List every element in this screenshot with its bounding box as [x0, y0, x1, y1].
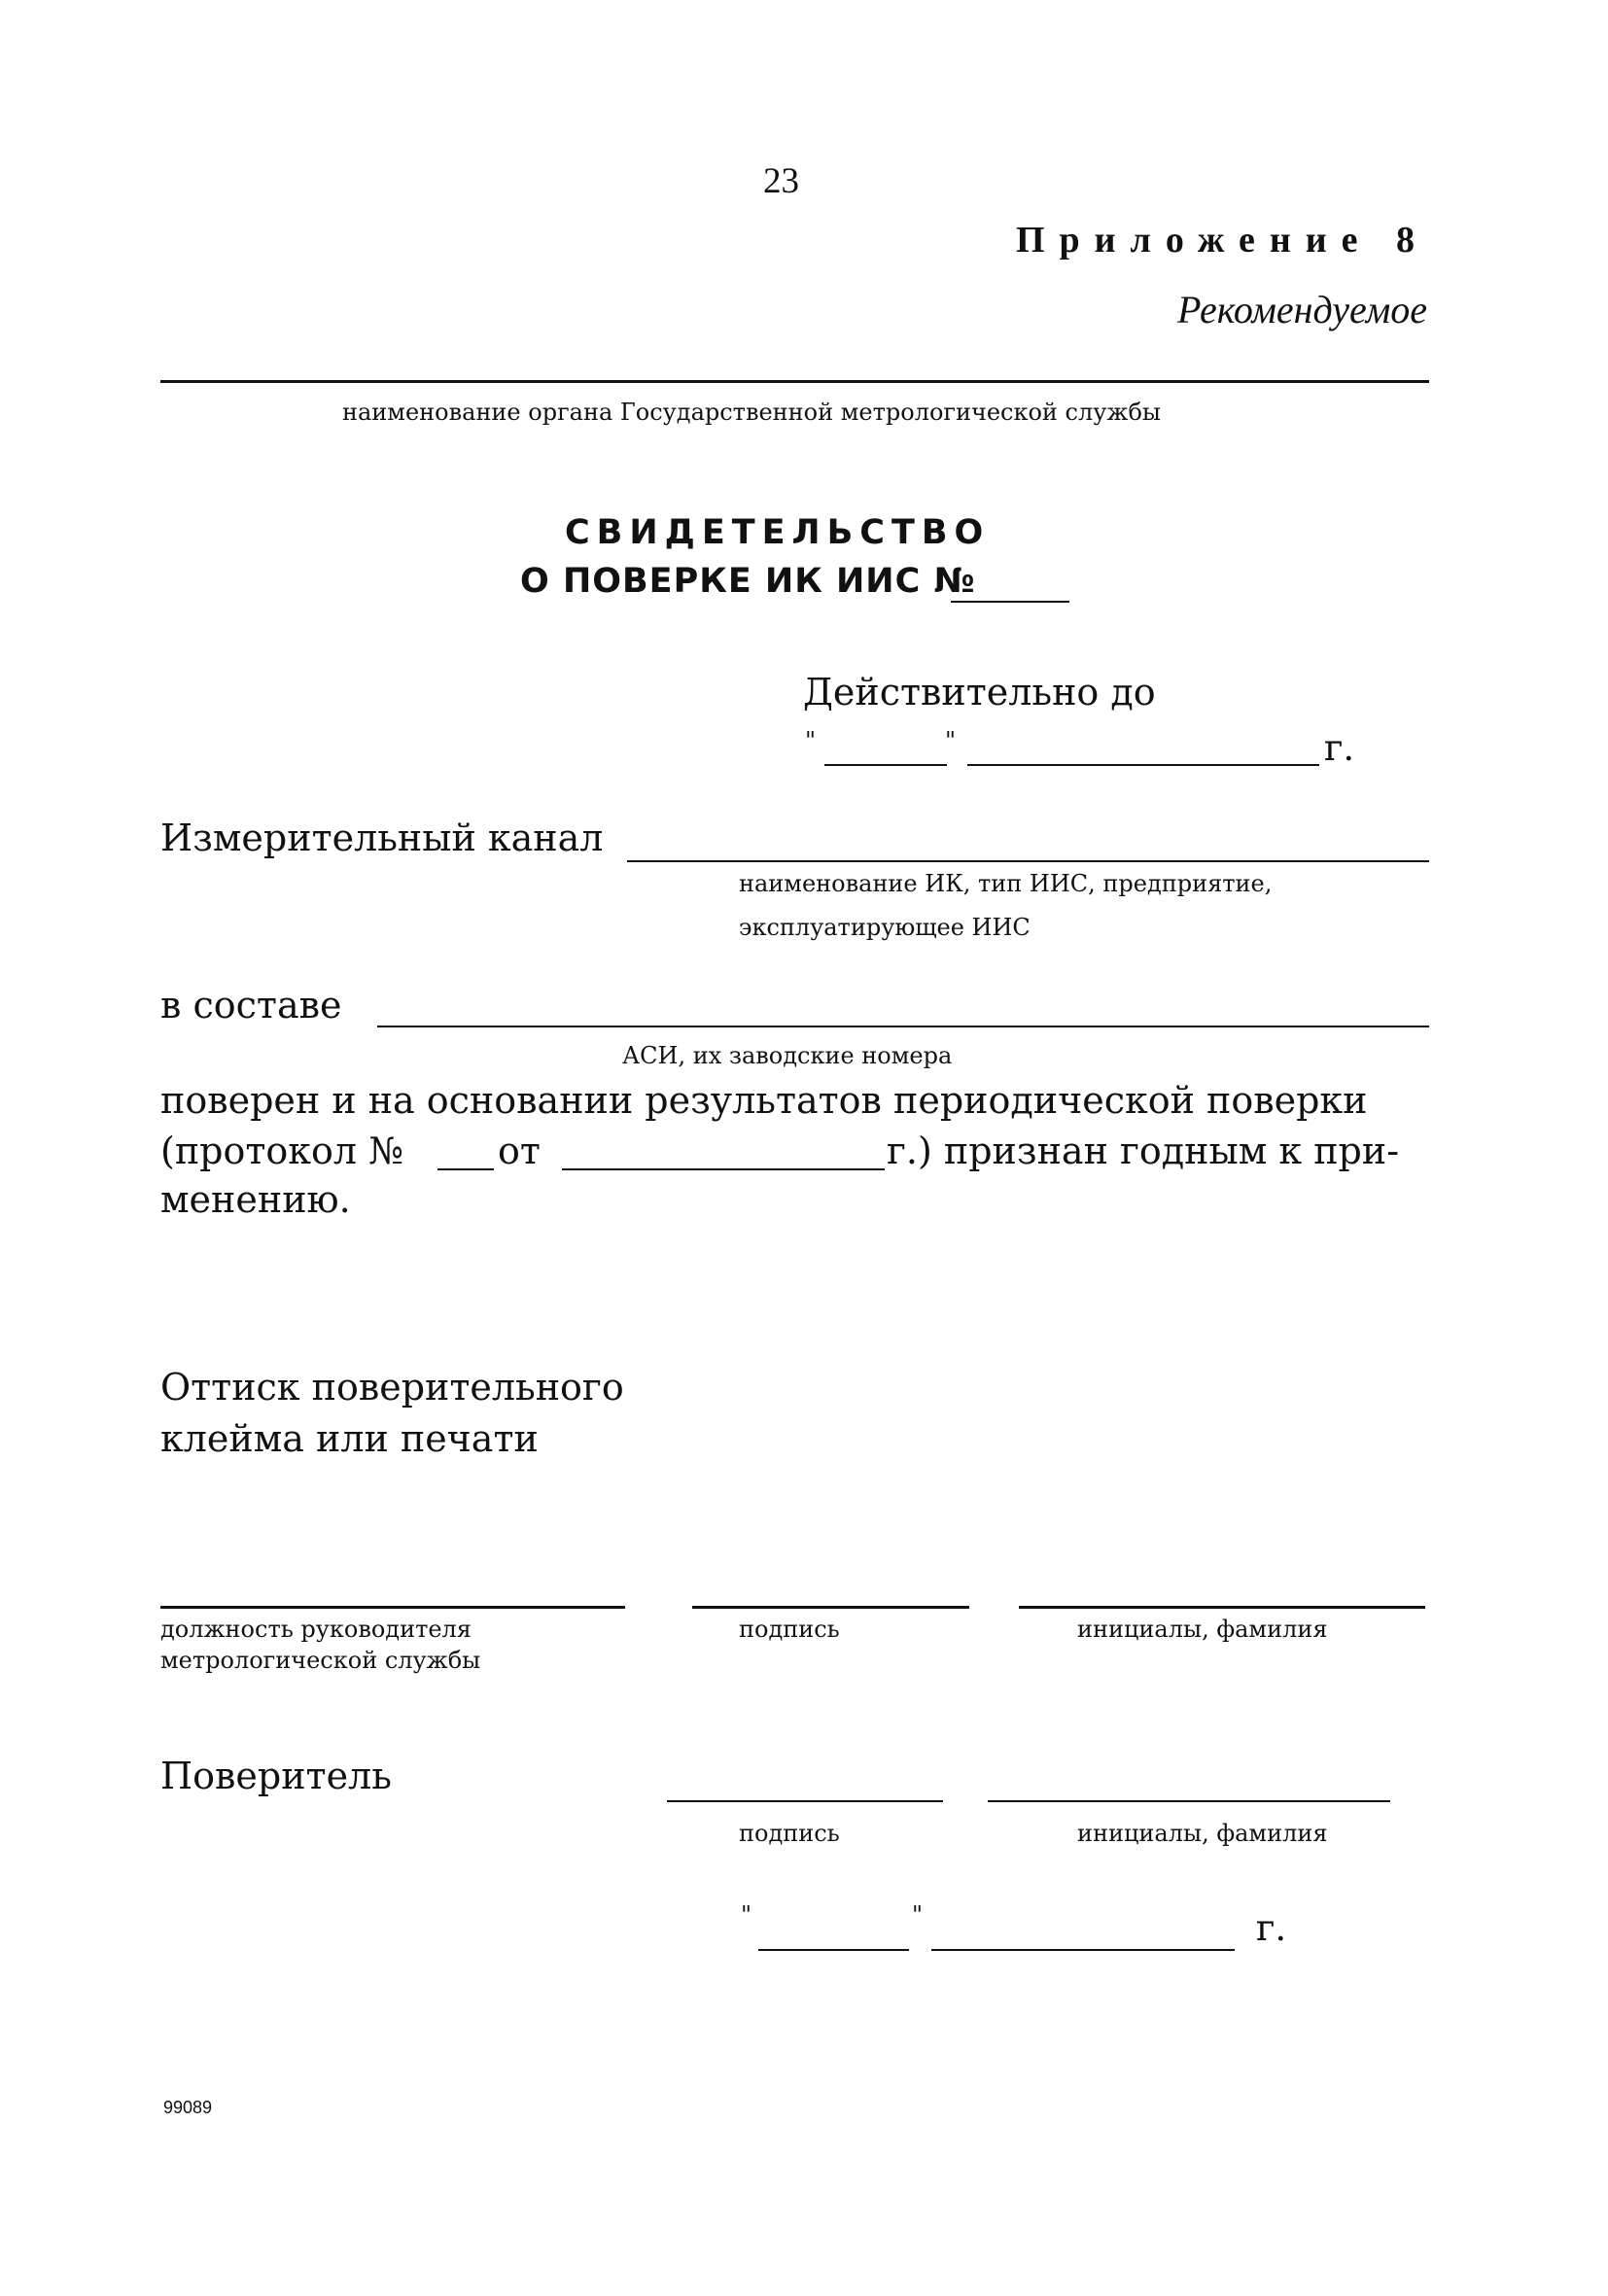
head-position-caption-1: должность руководителя: [160, 1616, 472, 1643]
stamp-label-1: Оттиск поверительного: [160, 1366, 624, 1409]
verifier-year-suffix: г.: [1256, 1907, 1287, 1949]
verifier-month-line: [931, 1949, 1235, 1951]
appendix-label: Приложение 8: [1015, 220, 1429, 261]
statement-line-2-part2: от: [498, 1130, 541, 1172]
certificate-number-line: [951, 601, 1069, 603]
certificate-subtitle: О ПОВЕРКЕ ИК ИИС №: [520, 562, 976, 601]
org-name-line: [160, 380, 1429, 383]
protocol-number-line: [437, 1168, 494, 1170]
validity-quote-close: ": [945, 727, 957, 754]
footer-code: 99089: [163, 2098, 213, 2117]
head-signature-line: [692, 1606, 969, 1609]
verifier-name-caption: инициалы, фамилия: [1077, 1820, 1328, 1847]
channel-line: [627, 860, 1429, 862]
head-signature-caption: подпись: [739, 1616, 840, 1643]
verifier-day-line: [758, 1949, 909, 1951]
stamp-label-2: клейма или печати: [160, 1417, 539, 1460]
composition-line: [377, 1026, 1429, 1027]
validity-quote-open: ": [805, 727, 817, 754]
validity-label: Действительно до: [803, 671, 1156, 713]
verifier-signature-caption: подпись: [739, 1820, 840, 1847]
statement-line-1: поверен и на основании результатов периодической поверки: [160, 1079, 1368, 1122]
channel-caption-2: эксплуатирующее ИИС: [739, 914, 1031, 941]
validity-month-line: [967, 764, 1319, 766]
org-name-caption: наименование органа Государственной метрологической службы: [342, 399, 1161, 426]
head-name-line: [1019, 1606, 1425, 1609]
head-position-caption-2: метрологической службы: [160, 1647, 481, 1674]
statement-line-2-part1: (протокол №: [160, 1130, 404, 1172]
certificate-title: СВИДЕТЕЛЬСТВО: [565, 513, 991, 552]
validity-day-line: [824, 764, 947, 766]
statement-line-2-part3: г.) признан годным к при-: [887, 1130, 1400, 1172]
channel-label: Измерительный канал: [160, 817, 604, 859]
page-number: 23: [763, 161, 799, 201]
composition-caption: АСИ, их заводские номера: [622, 1042, 953, 1069]
recommended-label: Рекомендуемое: [1176, 288, 1427, 331]
verifier-signature-line: [667, 1800, 943, 1802]
head-position-line: [160, 1606, 625, 1609]
verifier-label: Поверитель: [160, 1755, 392, 1797]
verifier-name-line: [988, 1800, 1390, 1802]
head-name-caption: инициалы, фамилия: [1077, 1616, 1328, 1643]
validity-year-suffix: г.: [1324, 727, 1355, 769]
verifier-date-quote-close: ": [912, 1901, 924, 1929]
verifier-date-quote-open: ": [741, 1901, 752, 1929]
protocol-date-line: [562, 1168, 885, 1170]
statement-line-3: менению.: [160, 1178, 351, 1221]
channel-caption-1: наименование ИК, тип ИИС, предприятие,: [739, 870, 1273, 897]
composition-label: в составе: [160, 984, 342, 1026]
